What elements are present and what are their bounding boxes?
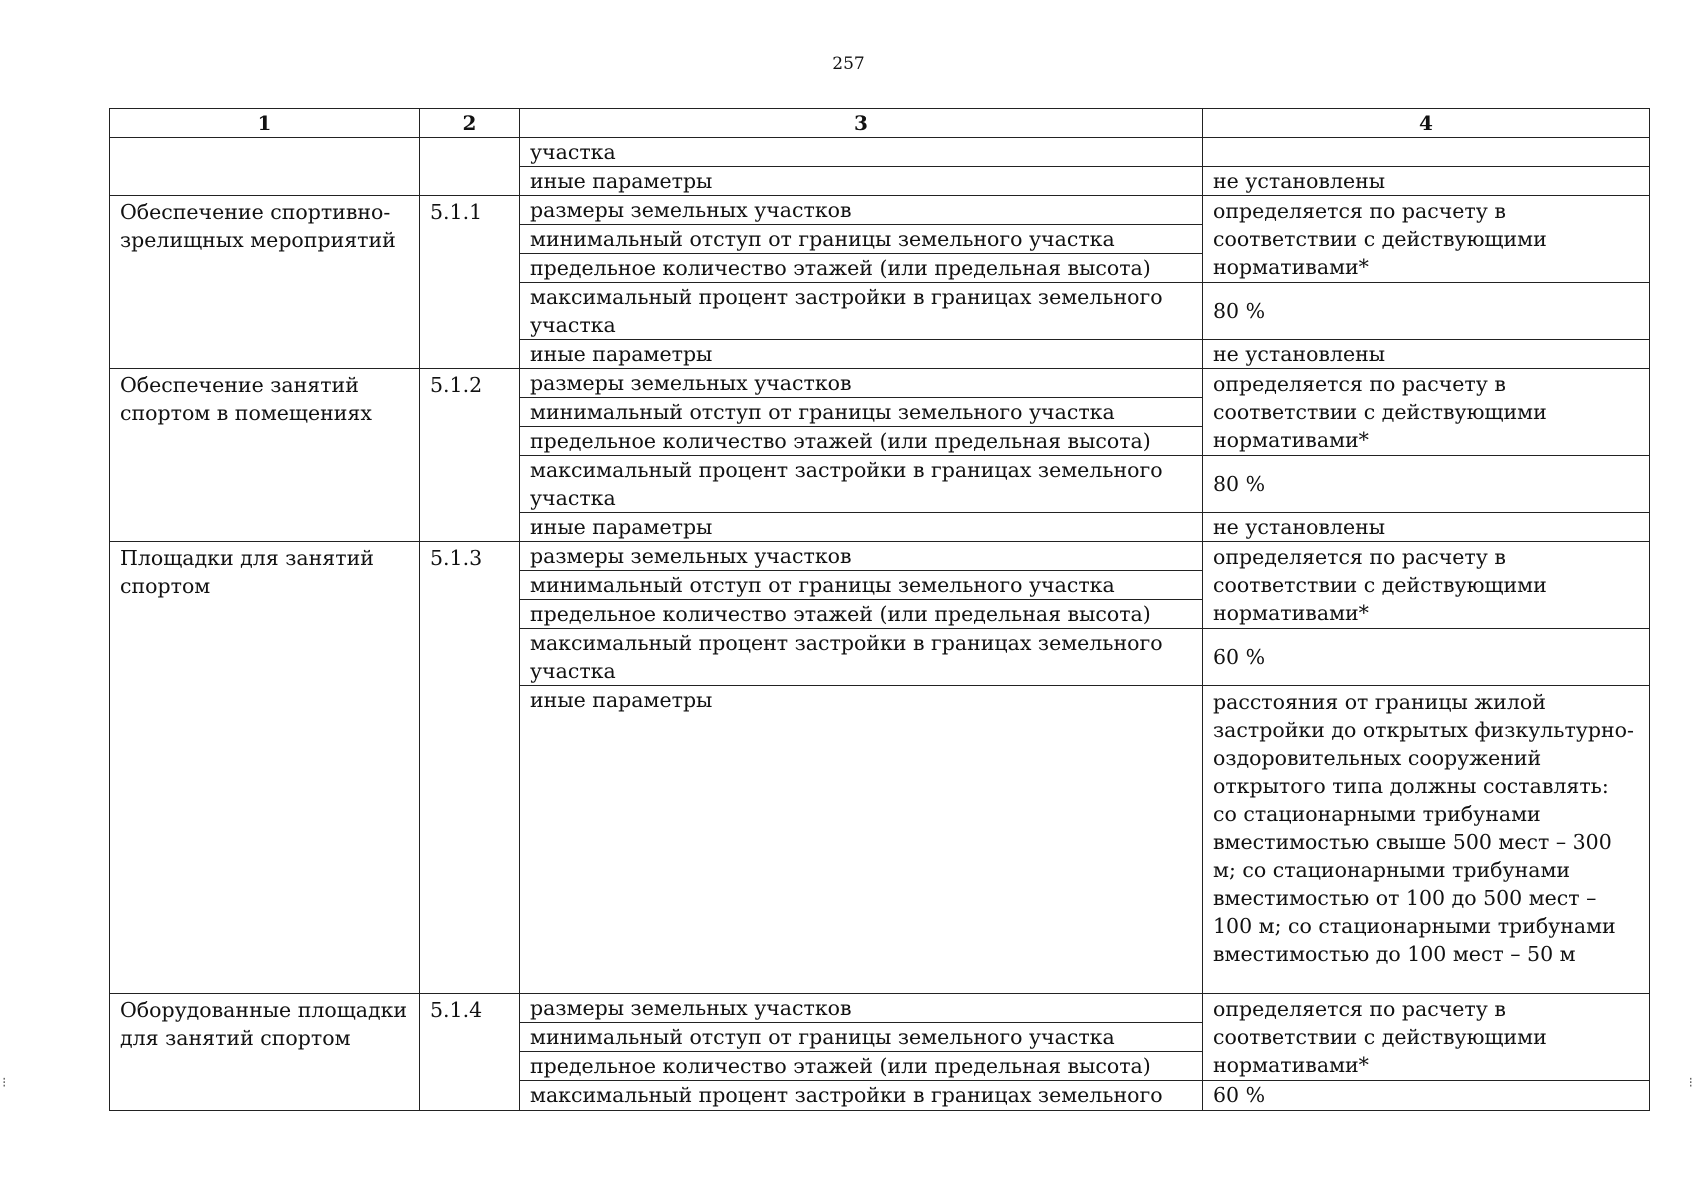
right-edge-mark: ⁝ bbox=[1688, 1075, 1693, 1091]
param-cell: иные параметры bbox=[520, 340, 1203, 369]
param-cell: максимальный процент застройки в границах земельного участка bbox=[520, 629, 1203, 686]
value-cell: 80 % bbox=[1203, 456, 1650, 513]
param-cell: размеры земельных участков bbox=[520, 994, 1203, 1023]
value-cell: определяется по расчету в соответствии с действующими нормативами* bbox=[1203, 994, 1650, 1081]
type-cell: Площадки для занятий спортом bbox=[110, 542, 420, 994]
value-cell: определяется по расчету в соответствии с действующими нормативами* bbox=[1203, 369, 1650, 456]
param-cell: размеры земельных участков bbox=[520, 369, 1203, 398]
value-cell: определяется по расчету в соответствии с действующими нормативами* bbox=[1203, 196, 1650, 283]
code-cell: 5.1.3 bbox=[420, 542, 520, 994]
param-cell: участка bbox=[520, 138, 1203, 167]
param-cell: предельное количество этажей (или предельная высота) bbox=[520, 1052, 1203, 1081]
param-cell: иные параметры bbox=[520, 513, 1203, 542]
value-cell: 60 % bbox=[1203, 629, 1650, 686]
param-cell: предельное количество этажей (или предельная высота) bbox=[520, 254, 1203, 283]
value-cell: определяется по расчету в соответствии с действующими нормативами* bbox=[1203, 542, 1650, 629]
value-cell: не установлены bbox=[1203, 513, 1650, 542]
param-cell: размеры земельных участков bbox=[520, 196, 1203, 225]
param-cell: минимальный отступ от границы земельного участка bbox=[520, 398, 1203, 427]
param-cell: предельное количество этажей (или предельная высота) bbox=[520, 600, 1203, 629]
param-cell: максимальный процент застройки в границах земельного участка bbox=[520, 283, 1203, 340]
type-cell: Оборудованные площадки для занятий спортом bbox=[110, 994, 420, 1111]
param-cell: иные параметры bbox=[520, 167, 1203, 196]
param-cell: минимальный отступ от границы земельного участка bbox=[520, 1023, 1203, 1052]
param-cell: предельное количество этажей (или предельная высота) bbox=[520, 427, 1203, 456]
table-row bbox=[110, 542, 1650, 571]
type-cell: Обеспечение спортивно-зрелищных мероприятий bbox=[110, 196, 420, 369]
land-use-table bbox=[109, 108, 1650, 1111]
value-cell: не установлены bbox=[1203, 340, 1650, 369]
param-cell: минимальный отступ от границы земельного участка bbox=[520, 225, 1203, 254]
value-cell: расстояния от границы жилой застройки до открытых физкультурно-оздоровительных сооружений открытого типа должны составлять: со стационарными трибунами вместимостью свыше 500 мест – 300 м; со стационарными трибунами вместимостью от 100 до 500 мест – 100 м; со стационарными трибунами вместимостью до 100 мест – 50 м bbox=[1203, 686, 1650, 994]
left-edge-mark: ⁝ bbox=[2, 1075, 7, 1091]
value-cell: не установлены bbox=[1203, 167, 1650, 196]
header-col-1: 1 bbox=[110, 109, 420, 138]
param-cell: минимальный отступ от границы земельного участка bbox=[520, 571, 1203, 600]
param-cell: максимальный процент застройки в границах земельного bbox=[520, 1081, 1203, 1111]
table-row bbox=[110, 138, 1650, 167]
type-cell: Обеспечение занятий спортом в помещениях bbox=[110, 369, 420, 542]
table-row bbox=[110, 994, 1650, 1023]
type-cell bbox=[110, 138, 420, 196]
table-header-row bbox=[110, 109, 1650, 138]
header-col-4: 4 bbox=[1203, 109, 1650, 138]
header-col-3: 3 bbox=[520, 109, 1203, 138]
code-cell bbox=[420, 138, 520, 196]
header-col-2: 2 bbox=[420, 109, 520, 138]
code-cell: 5.1.1 bbox=[420, 196, 520, 369]
param-cell: иные параметры bbox=[520, 686, 1203, 994]
value-cell: 60 % bbox=[1203, 1081, 1650, 1111]
table-row bbox=[110, 369, 1650, 398]
param-cell: максимальный процент застройки в границах земельного участка bbox=[520, 456, 1203, 513]
table-row bbox=[110, 196, 1650, 225]
value-cell bbox=[1203, 138, 1650, 167]
code-cell: 5.1.4 bbox=[420, 994, 520, 1111]
param-cell: размеры земельных участков bbox=[520, 542, 1203, 571]
code-cell: 5.1.2 bbox=[420, 369, 520, 542]
value-cell: 80 % bbox=[1203, 283, 1650, 340]
page-number: 257 bbox=[832, 54, 865, 74]
